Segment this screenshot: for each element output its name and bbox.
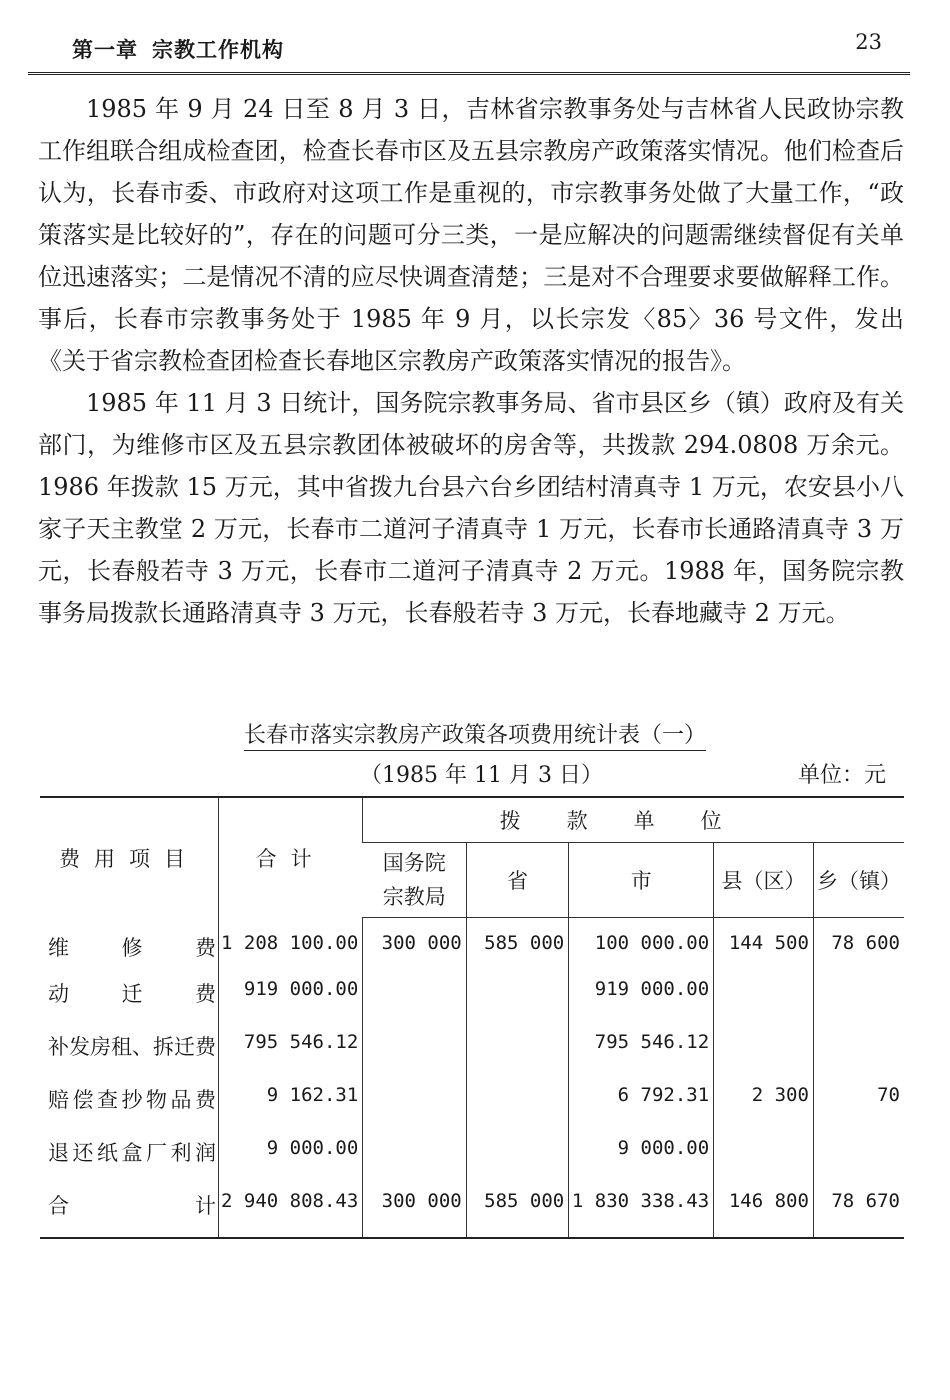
- row-item: 补发房租、拆迁费: [48, 1035, 216, 1059]
- row-province: [466, 1131, 569, 1184]
- row-city: 6 792.31: [569, 1078, 714, 1131]
- row-county: [714, 1025, 814, 1078]
- body-text: [38, 88, 904, 634]
- row-state-council: [363, 1078, 466, 1131]
- chapter-heading: [72, 34, 298, 64]
- header-county: 县（区）: [714, 843, 814, 918]
- row-city: 795 546.12: [569, 1025, 714, 1078]
- row-item: 维修费: [48, 935, 216, 960]
- table-row: [40, 1131, 904, 1184]
- row-township: [813, 1131, 904, 1184]
- row-province: [466, 1078, 569, 1131]
- row-total: 9 162.31: [219, 1078, 363, 1131]
- row-state-council: [363, 972, 466, 1025]
- table-unit: 单位：元: [797, 763, 886, 788]
- table-title-wrap: [0, 718, 950, 749]
- expense-table: [40, 796, 904, 1239]
- paragraph-1: 1985 年 9 月 24 日至 8 月 3 日，吉林省宗教事务处与吉林省人民政协宗教工作组联合组成检查团，检查长春市区及五县宗教房产政策落实情况。他们检查后认为，长春市委、市政府对这项工作是重视的，市宗教事务处做了大量工作，“政策落实是比较好的”，存在的问题可分三类，一是应解决的问题需继续督促有关单位迅速落实；二是情况不清的应尽快调查清楚；三是对不合理要求要做解释工作。事后，长春市宗教事务处于 1985 年 9 月，以长宗发〈85〉36 号文件，发出《关于省宗教检查团检查长春地区宗教房产政策落实情况的报告》。: [38, 95, 904, 375]
- row-township: 70: [813, 1078, 904, 1131]
- table-row: [40, 1078, 904, 1131]
- row-township: 78 600: [813, 918, 904, 973]
- row-state-council: [363, 1025, 466, 1078]
- row-state-council: [363, 1131, 466, 1184]
- row-state-council: 300 000: [363, 918, 466, 973]
- table-row-total: [40, 1184, 904, 1238]
- header-funding-units: 拨款单位: [363, 797, 904, 843]
- row-township: [813, 1025, 904, 1078]
- table-date: （1985 年 11 月 3 日）: [360, 763, 603, 788]
- row-city: 100 000.00: [569, 918, 714, 973]
- row-county: [714, 1131, 814, 1184]
- row-province: 585 000: [466, 918, 569, 973]
- row-county: [714, 972, 814, 1025]
- row-state-council: 300 000: [363, 1184, 466, 1238]
- header-state-council-line1: 国务院: [382, 851, 446, 875]
- row-total: 9 000.00: [219, 1131, 363, 1184]
- chapter-number: 第一章: [72, 38, 138, 62]
- row-total: 795 546.12: [219, 1025, 363, 1078]
- row-item: 合计: [48, 1194, 216, 1218]
- running-header: [28, 22, 910, 75]
- table-title: 长春市落实宗教房产政策各项费用统计表（一）: [244, 723, 706, 751]
- table-row: [40, 972, 904, 1025]
- header-state-council: [363, 843, 466, 918]
- row-township: 78 670: [813, 1184, 904, 1238]
- header-city: 市: [569, 843, 714, 918]
- row-county: 2 300: [714, 1078, 814, 1131]
- paragraph-2: 1985 年 11 月 3 日统计，国务院宗教事务局、省市县区乡（镇）政府及有关部门，为维修市区及五县宗教团体被破坏的房舍等，共拨款 294.0808 万余元。1986 年拨款 15 万元，其中省拨九台县六台乡团结村清真寺 1 万元，农安县小八家子天主教堂 2 万元，长春市二道河子清真寺 1 万元，长春市长通路清真寺 3 万元，长春般若寺 3 万元，长春市二道河子清真寺 2 万元。1988 年，国务院宗教事务局拨款长通路清真寺 3 万元，长春般若寺 3 万元，长春地藏寺 2 万元。: [38, 389, 904, 627]
- header-township: 乡（镇）: [813, 843, 904, 918]
- row-city: 919 000.00: [569, 972, 714, 1025]
- row-item: 退还纸盒厂利润: [48, 1141, 216, 1165]
- row-city: 1 830 338.43: [569, 1184, 714, 1238]
- table-row: [40, 1025, 904, 1078]
- chapter-title: 宗教工作机构: [152, 38, 284, 62]
- header-province: 省: [466, 843, 569, 918]
- header-item: 费用项目: [59, 846, 199, 871]
- header-total: 合计: [219, 797, 363, 918]
- row-province: 585 000: [466, 1184, 569, 1238]
- row-county: 144 500: [714, 918, 814, 973]
- row-city: 9 000.00: [569, 1131, 714, 1184]
- row-item: 赔偿查抄物品费: [48, 1088, 216, 1112]
- row-province: [466, 1025, 569, 1078]
- row-township: [813, 972, 904, 1025]
- row-total: 2 940 808.43: [219, 1184, 363, 1238]
- page-number: 23: [855, 30, 882, 54]
- row-total: 1 208 100.00: [219, 918, 363, 973]
- row-province: [466, 972, 569, 1025]
- table-row: [40, 918, 904, 973]
- row-total: 919 000.00: [219, 972, 363, 1025]
- header-state-council-line2: 宗教局: [382, 885, 446, 909]
- row-county: 146 800: [714, 1184, 814, 1238]
- row-item: 动迁费: [48, 982, 216, 1006]
